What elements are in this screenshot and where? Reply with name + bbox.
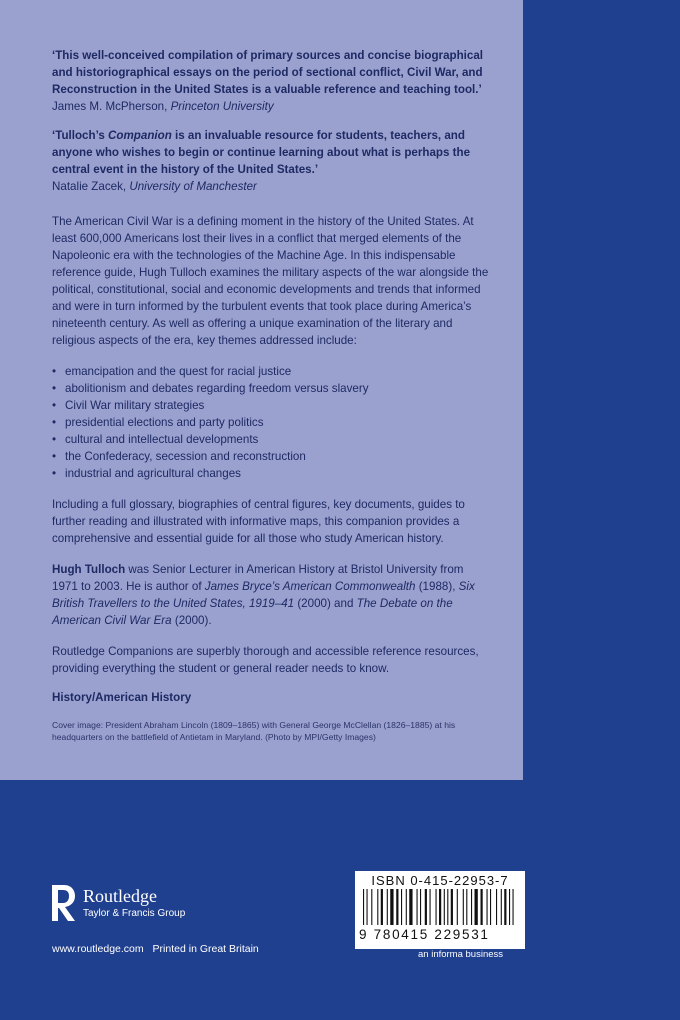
spine-strip bbox=[523, 0, 680, 1020]
list-item: • emancipation and the quest for racial justice bbox=[52, 365, 292, 378]
publisher-name: Routledge bbox=[83, 886, 157, 906]
barcode-bar bbox=[457, 889, 458, 925]
bullet-icon: • bbox=[52, 467, 57, 480]
website-link[interactable]: www.routledge.com bbox=[52, 943, 144, 955]
book-title: The Debate on the American Civil War Era bbox=[52, 597, 453, 627]
barcode-bar bbox=[381, 889, 383, 925]
ean-digits: 9 780415 229531 bbox=[359, 927, 490, 942]
list-item: • the Confederacy, secession and reconstruction bbox=[52, 450, 306, 463]
bullet-icon: • bbox=[52, 382, 57, 395]
isbn-number: ISBN 0-415-22953-7 bbox=[371, 873, 509, 888]
barcode-bar bbox=[501, 889, 502, 925]
barcode-bar bbox=[475, 889, 478, 925]
bullet-icon: • bbox=[52, 365, 57, 378]
cover-caption: Cover image: President Abraham Lincoln (1809–1865) with General George McClellan (1826–1885) at his headquarters on the battlefield of Antietam in Maryland. (Photo by MPI/Getty Images) bbox=[52, 720, 456, 742]
barcode-bar bbox=[390, 889, 393, 925]
bullet-icon: • bbox=[52, 416, 57, 429]
barcode-bar bbox=[463, 889, 464, 925]
barcode-bar bbox=[409, 889, 412, 925]
series-note: Routledge Companions are superbly thorough and accessible reference resources, providing everything the student or general reader needs to know. bbox=[52, 645, 479, 675]
quote-text-end: is an invaluable resource for students, teachers, and anyone who wishes to begin or continue learning about what is perhaps the central event in the history of the United States.’ bbox=[52, 129, 471, 176]
quote-affiliation: Princeton University bbox=[170, 100, 274, 113]
publisher-logo bbox=[50, 883, 250, 923]
barcode-bar bbox=[387, 889, 388, 925]
themes-list bbox=[52, 363, 492, 482]
barcode-bar bbox=[425, 889, 427, 925]
barcode-panel bbox=[355, 871, 525, 949]
barcode-bar bbox=[439, 889, 441, 925]
barcode-bar bbox=[406, 889, 407, 925]
author-bio: Hugh Tulloch was Senior Lecturer in American History at Bristol University from 1971 to 2003. He is author of James Bryce’s American Commonwealth (1988), Six British Travellers to the United States, 1919–41 (2000) and The Debate on the American Civil War Era (2000). bbox=[52, 563, 475, 627]
barcode-bar bbox=[367, 889, 368, 925]
routledge-logo-icon bbox=[50, 883, 78, 923]
barcode-bar bbox=[513, 889, 514, 925]
barcode-bar bbox=[444, 889, 445, 925]
barcode-bar bbox=[436, 889, 437, 925]
barcode-bar bbox=[496, 889, 497, 925]
barcode-bar bbox=[371, 889, 372, 925]
list-item: • abolitionism and debates regarding freedom versus slavery bbox=[52, 382, 369, 395]
barcode-bar bbox=[490, 889, 491, 925]
barcode-bar bbox=[509, 889, 510, 925]
text-column bbox=[52, 47, 492, 743]
barcode-bar bbox=[430, 889, 431, 925]
bullet-icon: • bbox=[52, 433, 57, 446]
bullet-icon: • bbox=[52, 399, 57, 412]
barcode-icon bbox=[361, 889, 519, 931]
barcode-bar bbox=[363, 889, 364, 925]
intro-paragraph: The American Civil War is a defining moment in the history of the United States. At least 600,000 Americans lost their lives in a conflict that merged elements of the Napoleonic era with the technologies of the Machine Age. In this indispensable reference guide, Hugh Tulloch examines the military aspects of the war alongside the political, constitutional, social and economic developments and trends that informed and were in turn informed by the turbulent events that took place during America’s nineteenth century. As well as offering a unique examination of the literary and religious aspects of the era, key themes addressed include: bbox=[52, 215, 489, 347]
quote-author: Natalie Zacek, bbox=[52, 180, 130, 193]
barcode-bar bbox=[466, 889, 467, 925]
barcode-bar bbox=[417, 889, 418, 925]
list-item: • Civil War military strategies bbox=[52, 399, 205, 412]
quote-affiliation: University of Manchester bbox=[129, 180, 257, 193]
review-quote-1 bbox=[52, 47, 492, 115]
barcode-bar bbox=[504, 889, 506, 925]
printed-in: Printed in Great Britain bbox=[152, 943, 259, 955]
informa-tagline: an informa business bbox=[418, 949, 504, 960]
review-quote-2 bbox=[52, 127, 492, 195]
book-title: James Bryce’s American Commonwealth bbox=[204, 580, 416, 593]
quote-author: James M. McPherson, bbox=[52, 100, 171, 113]
list-item: • presidential elections and party politics bbox=[52, 416, 264, 429]
publisher-group: Taylor & Francis Group bbox=[83, 908, 186, 919]
barcode-bar bbox=[481, 889, 483, 925]
list-item: • cultural and intellectual developments bbox=[52, 433, 259, 446]
subject-category: History/American History bbox=[52, 691, 192, 704]
barcode-bar bbox=[451, 889, 453, 925]
barcode-bar bbox=[377, 889, 378, 925]
quote-text-italic: Companion bbox=[108, 129, 172, 142]
author-name: Hugh Tulloch bbox=[52, 563, 126, 576]
bullet-icon: • bbox=[52, 450, 57, 463]
barcode-bar bbox=[396, 889, 398, 925]
barcode-bar bbox=[487, 889, 488, 925]
barcode-bar bbox=[420, 889, 421, 925]
list-item: • industrial and agricultural changes bbox=[52, 467, 241, 480]
barcode-bar bbox=[471, 889, 472, 925]
summary-paragraph: Including a full glossary, biographies of central figures, key documents, guides to further reading and illustrated with informative maps, this companion provides a comprehensive and essential guide for all those who study American history. bbox=[52, 498, 465, 545]
footer-line bbox=[52, 943, 265, 955]
book-title: Six British Travellers to the United States, 1919–41 bbox=[52, 580, 475, 610]
quote-text: ‘This well-conceived compilation of primary sources and concise biographical and historiographical essays on the period of sectional conflict, Civil War, and Reconstruction in the United States is a valuable reference and teaching tool.’ bbox=[52, 49, 484, 96]
barcode-bar bbox=[401, 889, 402, 925]
quote-text-start: ‘Tulloch’s bbox=[52, 129, 109, 142]
barcode-bar bbox=[447, 889, 448, 925]
